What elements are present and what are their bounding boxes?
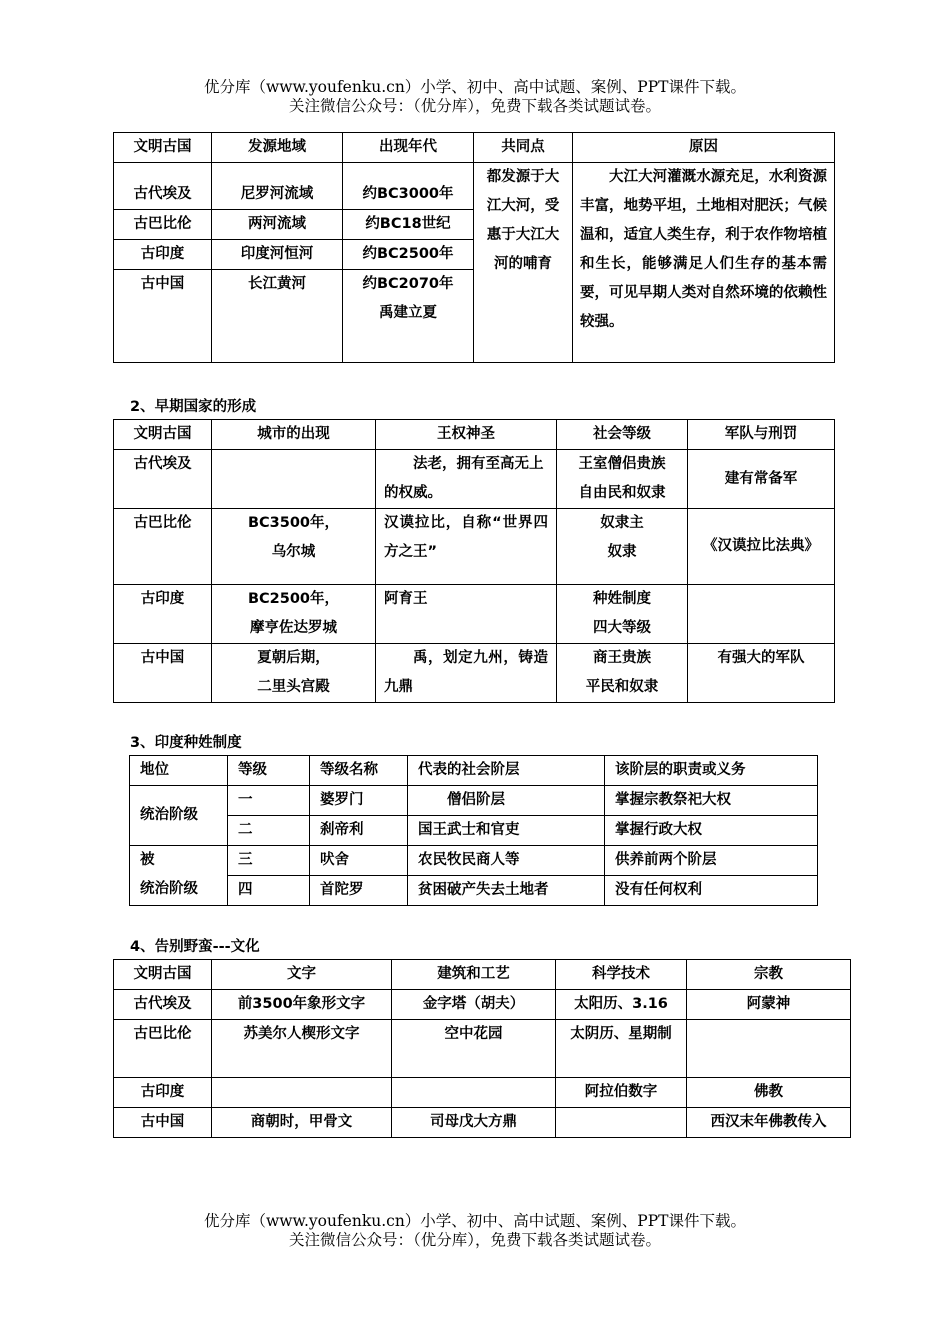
header-cell: 发源地域 — [212, 133, 343, 163]
status-group-cell: 统治阶级 — [130, 786, 228, 846]
class-cell: 农民牧民商人等 — [408, 846, 605, 876]
country-cell: 古中国 — [114, 1108, 212, 1138]
class-line: 奴隶 — [607, 544, 637, 560]
kingship-cell: 法老，拥有至高无上的权威。 — [376, 450, 557, 509]
class-line: 平民和奴隶 — [585, 679, 659, 695]
table-row — [130, 876, 818, 906]
religion-cell: 阿蒙神 — [687, 990, 851, 1020]
status-group-line: 被 — [140, 852, 155, 868]
table-row — [130, 846, 818, 876]
section-title-3: 3、印度种姓制度 — [130, 735, 242, 751]
class-line: 四大等级 — [593, 620, 651, 636]
country-cell: 古巴比伦 — [114, 1020, 212, 1078]
caste-name-cell: 吠舍 — [310, 846, 408, 876]
class-cell: 贫困破产失去土地者 — [408, 876, 605, 906]
city-line: BC3500年， — [247, 515, 340, 531]
kingship-cell: 阿育王 — [376, 585, 557, 644]
page-header — [0, 78, 950, 116]
class-line: 种姓制度 — [593, 591, 651, 607]
section-title-4: 4、告别野蛮---文化 — [130, 939, 260, 955]
kingship-cell: 禹，划定九州，铸造九鼎 — [376, 644, 557, 703]
header-cell: 出现年代 — [343, 133, 474, 163]
class-cell: 僧侣阶层 — [408, 786, 605, 816]
table-civilizations-origin — [113, 132, 835, 363]
science-cell: 阿拉伯数字 — [556, 1078, 687, 1108]
table-header-row — [114, 420, 835, 450]
table-row — [114, 1020, 851, 1078]
header-line-1: 优分库（www.youfenku.cn）小学、初中、高中试题、案例、PPT课件下载。 — [203, 78, 747, 96]
table-header-row — [114, 960, 851, 990]
city-line: BC2500年， — [247, 591, 340, 607]
architecture-cell: 金字塔（胡夫） — [392, 990, 556, 1020]
social-class-cell — [557, 644, 688, 703]
region-cell: 尼罗河流域 — [212, 163, 343, 210]
era-cell: 约BC18世纪 — [343, 210, 474, 240]
duty-cell: 掌握行政大权 — [605, 816, 818, 846]
city-cell — [212, 509, 376, 585]
kingship-cell: 汉谟拉比，自称“世界四方之王” — [376, 509, 557, 585]
header-cell: 科学技术 — [556, 960, 687, 990]
table-row — [114, 1078, 851, 1108]
country-cell: 古巴比伦 — [114, 509, 212, 585]
duty-cell: 供养前两个阶层 — [605, 846, 818, 876]
country-cell: 古中国 — [114, 270, 212, 363]
religion-cell — [687, 1020, 851, 1078]
city-cell — [212, 450, 376, 509]
table-row — [130, 786, 818, 816]
city-cell — [212, 585, 376, 644]
header-cell: 共同点 — [474, 133, 573, 163]
header-cell: 宗教 — [687, 960, 851, 990]
script-cell: 前3500年象形文字 — [212, 990, 392, 1020]
script-cell: 商朝时，甲骨文 — [212, 1108, 392, 1138]
rank-cell: 一 — [228, 786, 310, 816]
country-cell: 古印度 — [114, 240, 212, 270]
city-line: 二里头宫殿 — [257, 679, 330, 695]
table-header-row — [114, 133, 835, 163]
status-group-cell — [130, 846, 228, 906]
country-cell: 古中国 — [114, 644, 212, 703]
class-cell: 国王武士和官吏 — [408, 816, 605, 846]
reason-cell: 大江大河灌溉水源充足，水利资源丰富，地势平坦，土地相对肥沃；气候温和，适宜人类生存，利于农作物培植和生长，能够满足人们生存的基本需要，可见早期人类对自然环境的依赖性较强。 — [573, 163, 835, 363]
country-cell: 古印度 — [114, 585, 212, 644]
header-cell: 该阶层的职责或义务 — [605, 756, 818, 786]
footer-line-2: 关注微信公众号：（优分库），免费下载各类试题试卷。 — [288, 1231, 661, 1249]
header-cell: 原因 — [573, 133, 835, 163]
script-cell: 苏美尔人楔形文字 — [212, 1020, 392, 1078]
header-cell: 代表的社会阶层 — [408, 756, 605, 786]
era-cell — [343, 270, 474, 363]
table-caste-system — [129, 755, 818, 906]
country-cell: 古印度 — [114, 1078, 212, 1108]
social-class-cell — [557, 450, 688, 509]
army-cell: 《汉谟拉比法典》 — [688, 509, 835, 585]
header-cell: 建筑和工艺 — [392, 960, 556, 990]
caste-name-cell: 首陀罗 — [310, 876, 408, 906]
caste-name-cell: 婆罗门 — [310, 786, 408, 816]
header-cell: 军队与刑罚 — [688, 420, 835, 450]
section-title-2: 2、早期国家的形成 — [130, 399, 257, 415]
country-cell: 古代埃及 — [114, 163, 212, 210]
table-row — [114, 163, 835, 210]
table-row — [114, 585, 835, 644]
common-point-cell: 都发源于大江大河，受惠于大江大河的哺育 — [474, 163, 573, 363]
social-class-cell — [557, 585, 688, 644]
army-cell: 建有常备军 — [688, 450, 835, 509]
header-cell: 文明古国 — [114, 960, 212, 990]
table-row — [114, 450, 835, 509]
religion-cell: 西汉末年佛教传入 — [687, 1108, 851, 1138]
status-group-line: 统治阶级 — [140, 881, 198, 897]
architecture-cell: 空中花园 — [392, 1020, 556, 1078]
caste-name-cell: 刹帝利 — [310, 816, 408, 846]
header-cell: 文明古国 — [114, 133, 212, 163]
era-cell: 约BC3000年 — [343, 163, 474, 210]
class-line: 商王贵族 — [593, 650, 651, 666]
table-row — [130, 816, 818, 846]
header-line-2: 关注微信公众号：（优分库），免费下载各类试题试卷。 — [288, 97, 661, 115]
rank-cell: 四 — [228, 876, 310, 906]
era-line: 约BC2070年 — [362, 276, 454, 292]
region-cell: 长江黄河 — [212, 270, 343, 363]
header-cell: 地位 — [130, 756, 228, 786]
table-header-row — [130, 756, 818, 786]
header-cell: 王权神圣 — [376, 420, 557, 450]
region-cell: 两河流域 — [212, 210, 343, 240]
footer-line-1: 优分库（www.youfenku.cn）小学、初中、高中试题、案例、PPT课件下载。 — [203, 1212, 747, 1230]
class-line: 奴隶主 — [600, 515, 644, 531]
class-line: 自由民和奴隶 — [578, 485, 666, 501]
religion-cell: 佛教 — [687, 1078, 851, 1108]
script-cell — [212, 1078, 392, 1108]
era-line: 禹建立夏 — [379, 305, 437, 321]
table-row — [114, 509, 835, 585]
city-line: 摩亨佐达罗城 — [250, 620, 337, 636]
city-line: 乌尔城 — [271, 544, 316, 560]
science-cell: 太阴历、星期制 — [556, 1020, 687, 1078]
architecture-cell — [392, 1078, 556, 1108]
table-row — [114, 990, 851, 1020]
header-cell: 等级名称 — [310, 756, 408, 786]
era-cell: 约BC2500年 — [343, 240, 474, 270]
army-cell: 有强大的军队 — [688, 644, 835, 703]
table-row — [114, 644, 835, 703]
architecture-cell: 司母戊大方鼎 — [392, 1108, 556, 1138]
country-cell: 古代埃及 — [114, 450, 212, 509]
rank-cell: 二 — [228, 816, 310, 846]
header-cell: 等级 — [228, 756, 310, 786]
duty-cell: 没有任何权利 — [605, 876, 818, 906]
class-line: 王室僧侣贵族 — [578, 456, 666, 472]
page-footer — [0, 1212, 950, 1250]
army-cell — [688, 585, 835, 644]
social-class-cell — [557, 509, 688, 585]
rank-cell: 三 — [228, 846, 310, 876]
duty-cell: 掌握宗教祭祀大权 — [605, 786, 818, 816]
header-cell: 文明古国 — [114, 420, 212, 450]
table-row — [114, 1108, 851, 1138]
header-cell: 城市的出现 — [212, 420, 376, 450]
region-cell: 印度河恒河 — [212, 240, 343, 270]
science-cell: 太阳历、3.16 — [556, 990, 687, 1020]
country-cell: 古代埃及 — [114, 990, 212, 1020]
table-early-states — [113, 419, 835, 703]
city-line: 夏朝后期， — [257, 650, 330, 666]
city-cell — [212, 644, 376, 703]
science-cell — [556, 1108, 687, 1138]
country-cell: 古巴比伦 — [114, 210, 212, 240]
header-cell: 社会等级 — [557, 420, 688, 450]
table-culture — [113, 959, 851, 1138]
header-cell: 文字 — [212, 960, 392, 990]
